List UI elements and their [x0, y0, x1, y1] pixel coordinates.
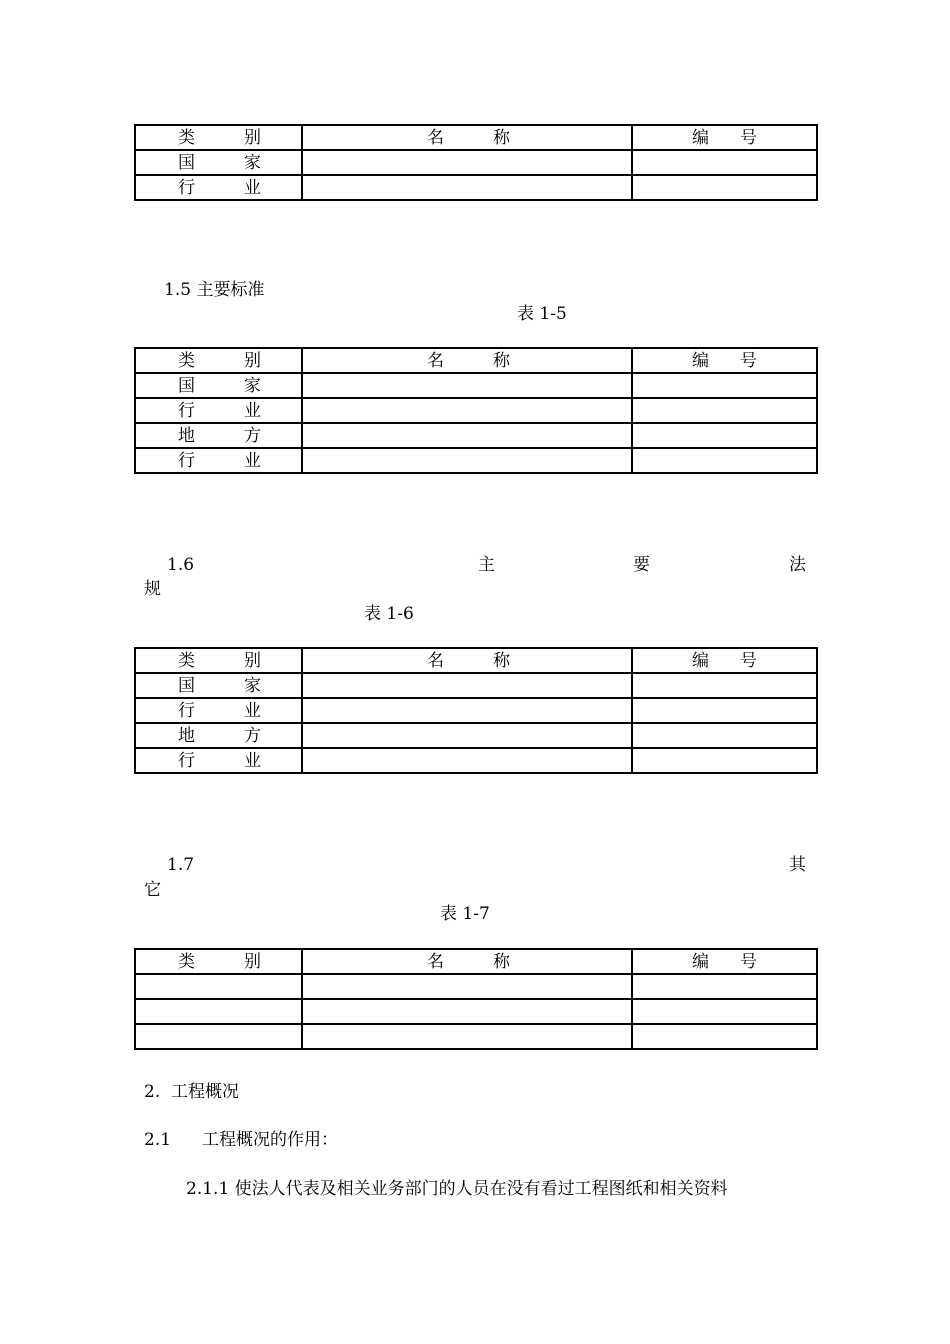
- table-row: 行 业: [135, 748, 817, 773]
- table-row: 行 业: [135, 698, 817, 723]
- section-number-1-6: 1.6: [167, 555, 195, 575]
- table-row: 国 家: [135, 150, 817, 175]
- table-header-row: 类 别 名 称 编 号: [135, 648, 817, 673]
- table-row: 行 业: [135, 448, 817, 473]
- section-heading-1-6-wrap: 规: [144, 579, 161, 599]
- table-1-4: [134, 124, 818, 201]
- section-heading-1-6-char: 法: [789, 555, 806, 575]
- table-row: [135, 1024, 817, 1049]
- section-heading-1-7-char: 其: [789, 855, 806, 875]
- table-header-row: 类 别 名 称 编 号: [135, 949, 817, 974]
- table-1-7: [134, 948, 818, 1050]
- table-row: 地 方: [135, 423, 817, 448]
- section-heading-1-6-char: 主: [478, 555, 495, 575]
- table-row: 国 家: [135, 673, 817, 698]
- table-1-5: [134, 347, 818, 474]
- section-number-1-7: 1.7: [167, 855, 195, 875]
- table-caption-1-5: 表 1-5: [517, 304, 567, 324]
- subsection-number-2-1: 2.1: [144, 1130, 172, 1150]
- header-cell-category: 类: [178, 127, 195, 148]
- table-row: [135, 974, 817, 999]
- table-1-6: [134, 647, 818, 774]
- table-row: 行 业: [135, 175, 817, 200]
- table-row: [135, 999, 817, 1024]
- table-header-row: 类 别 名 称 编 号: [135, 125, 817, 150]
- table-caption-1-6: 表 1-6: [364, 604, 414, 624]
- table-row: 地 方: [135, 723, 817, 748]
- section-heading-2: 2. 工程概况: [144, 1082, 240, 1102]
- subsection-title-2-1: 工程概况的作用：: [202, 1130, 338, 1150]
- header-cell-number: 编: [692, 127, 709, 148]
- table-row: 国 家: [135, 373, 817, 398]
- section-heading-1-6-char: 要: [633, 555, 650, 575]
- table-row: 行 业: [135, 398, 817, 423]
- paragraph-2-1-1: 2.1.1 使法人代表及相关业务部门的人员在没有看过工程图纸和相关资料: [186, 1179, 728, 1199]
- table-caption-1-7: 表 1-7: [440, 904, 490, 924]
- table-header-row: 类 别 名 称 编 号: [135, 348, 817, 373]
- section-heading-1-7-wrap: 它: [144, 880, 161, 900]
- section-heading-1-5: 1.5 主要标准: [164, 280, 265, 300]
- header-cell-name: 名: [427, 127, 444, 148]
